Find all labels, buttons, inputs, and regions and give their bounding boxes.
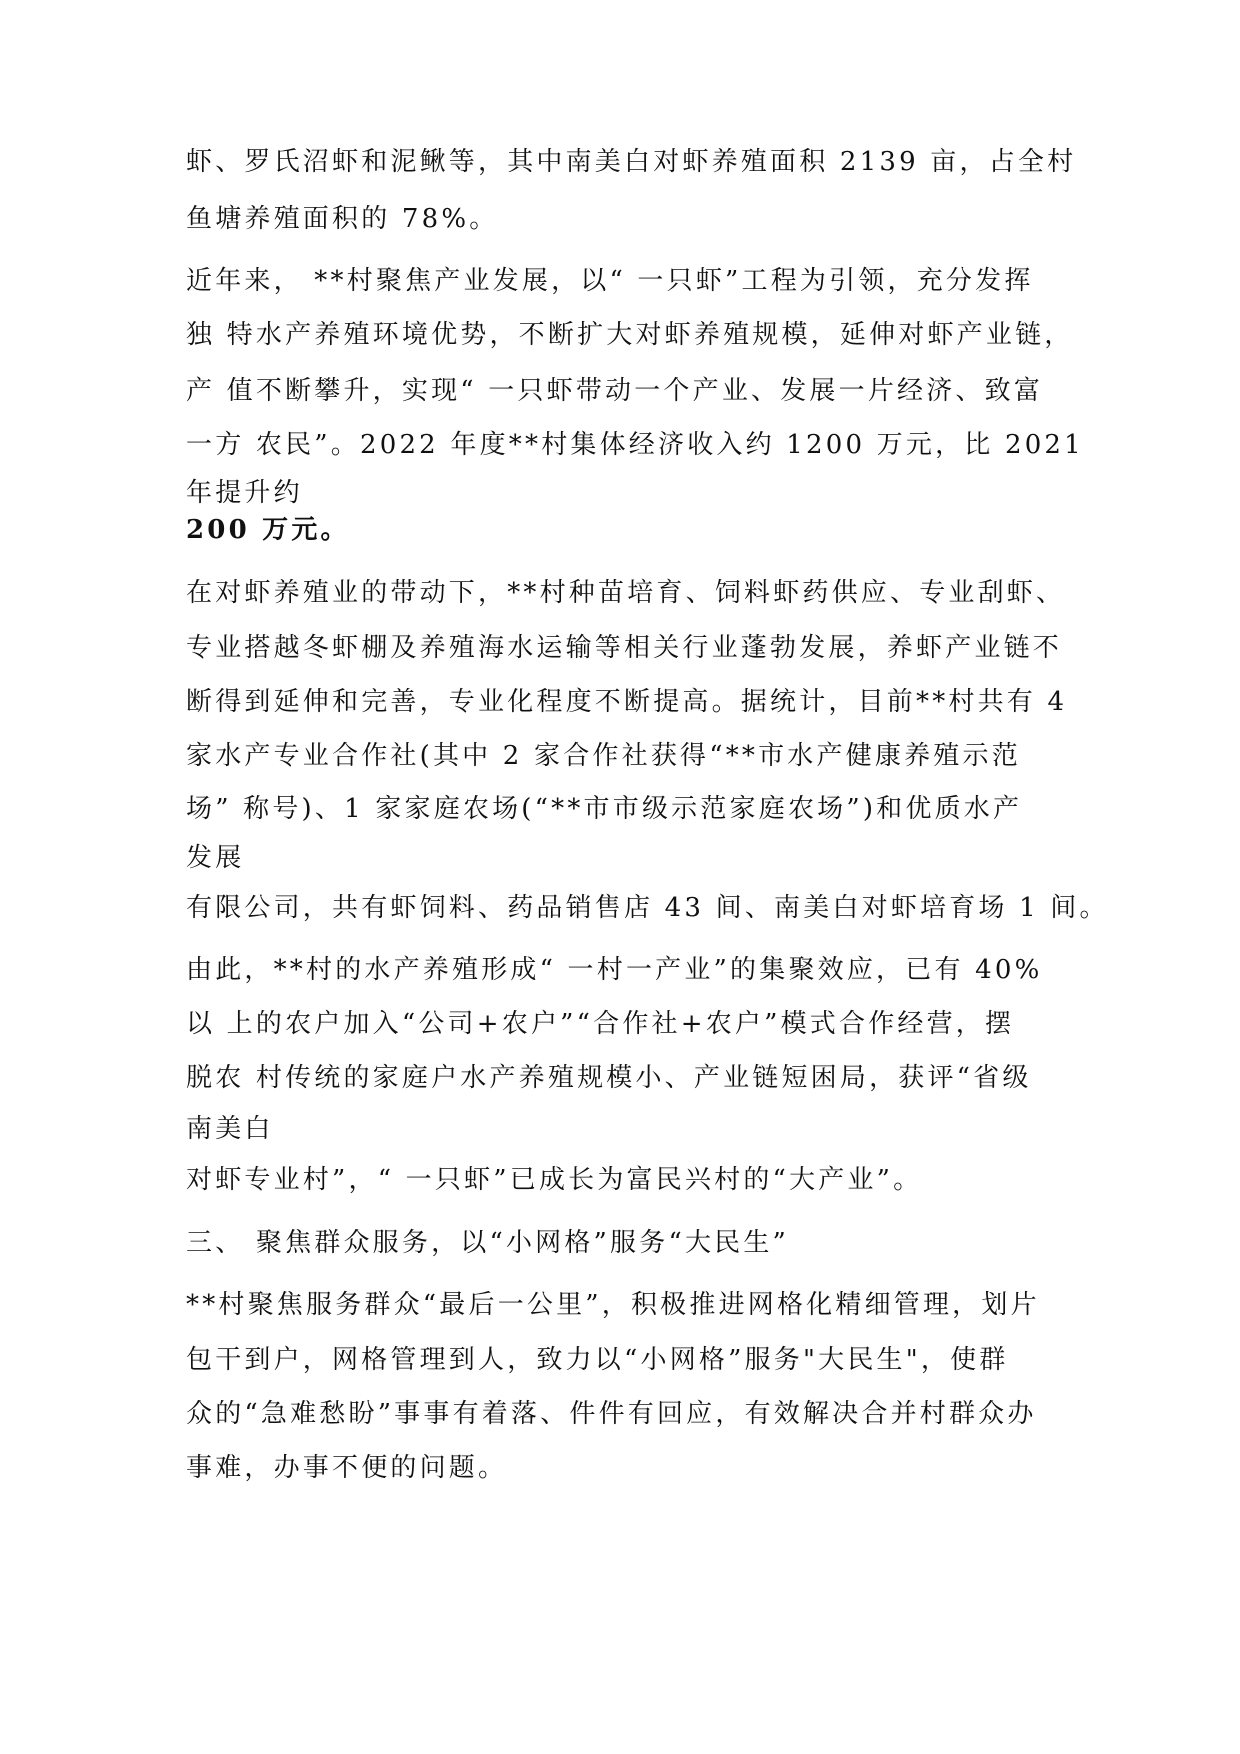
text-line: 包干到户，网格管理到人，致力以“小网格”服务"大民生"，使群 [186, 1345, 1009, 1375]
text-line: 众的“急难愁盼”事事有着落、件件有回应，有效解决合并村群众办 [186, 1399, 1037, 1429]
text-line: 200 万元。 [186, 515, 350, 545]
text-line: 发展 [186, 843, 245, 873]
text-line: 场” 称号)、1 家家庭农场(“**市市级示范家庭农场”)和优质水产 [186, 794, 1023, 824]
text-line: 虾、罗氏沼虾和泥鳅等，其中南美白对虾养殖面积 2139 亩，占全村 [186, 147, 1077, 177]
text-line: 在对虾养殖业的带动下，**村种苗培育、饲料虾药供应、专业刮虾、 [186, 578, 1066, 608]
text-line: 鱼塘养殖面积的 78%。 [186, 204, 499, 234]
text-line: 一方 农民”。2022 年度**村集体经济收入约 1200 万元，比 2021 [186, 430, 1084, 460]
text-line: 近年来， **村聚焦产业发展，以“ 一只虾”工程为引领，充分发挥 [186, 266, 1034, 296]
text-line: 事难，办事不便的问题。 [186, 1453, 508, 1483]
text-line: 断得到延伸和完善，专业化程度不断提高。据统计，目前**村共有 4 [186, 687, 1068, 717]
text-line: 脱农 村传统的家庭户水产养殖规模小、产业链短困局，获评“省级 [186, 1063, 1032, 1093]
text-line: **村聚焦服务群众“最后一公里”，积极推进网格化精细管理，划片 [186, 1290, 1040, 1320]
text-line: 专业搭越冬虾棚及养殖海水运输等相关行业蓬勃发展，养虾产业链不 [186, 633, 1063, 663]
text-line: 产 值不断攀升，实现“ 一只虾带动一个产业、发展一片经济、致富 [186, 376, 1044, 406]
text-line: 家水产专业合作社(其中 2 家合作社获得“**市水产健康养殖示范 [186, 741, 1021, 771]
text-line: 以 上的农户加入“公司+农户”“合作社+农户”模式合作经营，摆 [186, 1009, 1015, 1039]
text-line: 年提升约 [186, 478, 303, 508]
text-line: 独 特水产养殖环境优势，不断扩大对虾养殖规模，延伸对虾产业链， [186, 320, 1074, 350]
text-line: 由此，**村的水产养殖形成“ 一村一产业”的集聚效应，已有 40% [186, 955, 1043, 985]
text-line: 对虾专业村”，“ 一只虾”已成长为富民兴村的“大产业”。 [186, 1165, 923, 1195]
text-line: 有限公司，共有虾饲料、药品销售店 43 间、南美白对虾培育场 1 间。 [186, 893, 1109, 923]
section-heading: 三、 聚焦群众服务，以“小网格”服务“大民生” [186, 1228, 790, 1258]
text-line: 南美白 [186, 1114, 274, 1144]
